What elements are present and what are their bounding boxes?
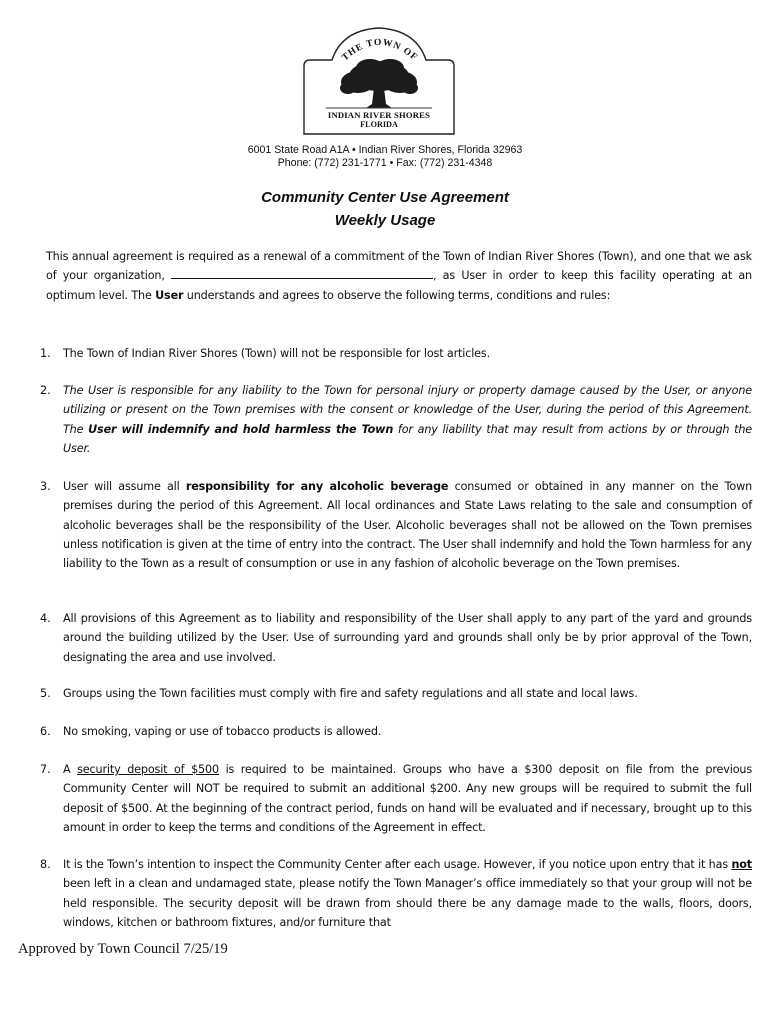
phone-fax-line: Phone: (772) 231-1771 • Fax: (772) 231-4348: [277, 157, 493, 169]
logo-town-name: INDIAN RIVER SHORES: [327, 110, 431, 120]
document-title: Community Center Use Agreement: [261, 189, 509, 206]
organization-name-blank[interactable]: [171, 266, 433, 279]
item-text: Groups using the Town facilities must comply with fire and safety regulations and all state and local laws.: [63, 687, 638, 700]
not-emphasis: not: [731, 858, 752, 871]
item-number: 7.: [40, 763, 51, 776]
item-text: [63, 760, 752, 837]
document-subtitle: Weekly Usage: [334, 212, 436, 229]
item-text: No smoking, vaping or use of tobacco products is allowed.: [63, 725, 382, 738]
item-text: [63, 477, 752, 573]
item-text-part: A: [63, 763, 71, 776]
item-text-part: The User is responsible for any liability to the Town for personal injury or property damage caused by the User, or anyone utilizing or present on the Town premises with the consent or knowledge of the User, during the period of this Agreement. The: [63, 384, 752, 436]
item-number: 2.: [40, 384, 51, 397]
item-text-part: It is the Town’s intention to inspect the Community Center after each usage. However, if you notice upon entry that it has: [63, 858, 729, 871]
item-number: 6.: [40, 725, 51, 738]
item-number: 3.: [40, 480, 51, 493]
logo-state-name: FLORIDA: [360, 120, 398, 129]
item-number: 5.: [40, 687, 51, 700]
item-text-part: consumed or obtained in any manner on the Town premises during the period of this Agreement. All local ordinances and State Laws relating to the sale and consumption of alcoholic beverages shall be the responsibility of the User. Alcoholic beverages shall not be allowed on the Town premises unless notification is given at the time of entry into the contract. The User shall indemnify and hold the Town harmless for any liability to the Town as a result of consumption or use in any fashion of alcoholic beverage on the Town premises.: [63, 480, 753, 571]
intro-user-bold: User: [155, 288, 184, 302]
address-line: 6001 State Road A1A • Indian River Shores, Florida 32963: [247, 144, 523, 156]
intro-text-3: understands and agrees to observe the following terms, conditions and rules:: [186, 288, 611, 302]
intro-text-2: , as User in order to keep this facility operating at an optimum level. The: [46, 269, 752, 302]
item-number: 8.: [40, 858, 51, 871]
intro-text-1: This annual agreement is required as a renewal of a commitment of the Town of Indian River Shores (Town), and one that we ask of your organization,: [46, 250, 752, 283]
item-text-part: is required to be maintained. Groups who have a $300 deposit on file from the previous Community Center will NOT be required to submit an additional $200. Any new groups will be required to submit the full deposit of $500. At the beginning of the contract period, funds on hand will be evaluated and if necessary, brought up to this amount in order to keep the terms and conditions of the Agreement in effect.: [63, 763, 753, 834]
item-number: 4.: [40, 612, 51, 625]
alcohol-responsibility-bold: responsibility for any alcoholic beverage: [185, 480, 449, 493]
item-text-part: User will assume all: [63, 480, 180, 493]
approval-footer: Approved by Town Council 7/25/19: [18, 941, 228, 957]
item-text: All provisions of this Agreement as to liability and responsibility of the User shall apply to any part of the yard and grounds around the building utilized by the User. Use of surrounding yard and grounds shall only be by prior approval of the Town, designating the area and use involved.: [63, 612, 752, 664]
town-logo: [302, 26, 456, 136]
indemnify-bold: User will indemnify and hold harmless the Town: [88, 422, 394, 436]
item-text: [63, 855, 752, 932]
item-number: 1.: [40, 347, 51, 360]
logo-arc-text: THE TOWN OF: [340, 37, 420, 64]
svg-text:THE TOWN OF: [340, 38, 419, 63]
security-deposit-underline: security deposit of $500: [77, 763, 219, 776]
item-text-part: been left in a clean and undamaged state, please notify the Town Manager’s office immediately so that your group will not be held responsible. The security deposit will be drawn from should there be any damage made to the walls, floors, doors, windows, kitchen or bathroom fixtures, and/or furniture that: [63, 877, 752, 929]
item-text-part: for any liability that may result from actions by or through the User.: [63, 422, 753, 455]
intro-paragraph: [46, 247, 752, 305]
item-text: The Town of Indian River Shores (Town) will not be responsible for lost articles.: [63, 347, 491, 360]
item-text: [63, 381, 752, 458]
